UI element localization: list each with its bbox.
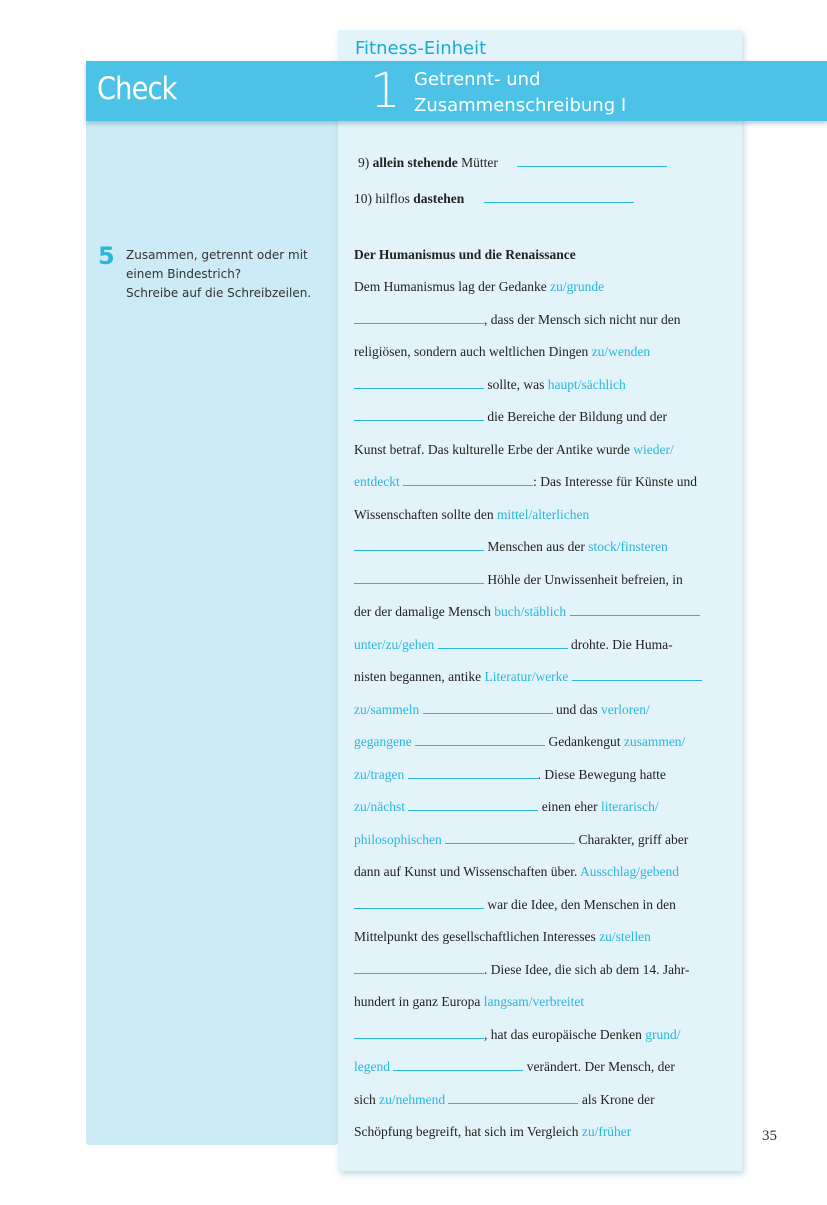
word-hint: Ausschlag/gebend [580,864,680,879]
answer-blank[interactable] [448,1089,578,1104]
word-hint: verloren/ [600,701,650,717]
header-band [86,61,827,121]
text-segment: : Das Interesse für Künste und [533,474,697,489]
answer-blank[interactable] [354,894,484,909]
task-number: 5 [98,242,115,270]
text-segment: religiösen, sondern auch weltlichen Dingen [354,344,592,359]
item-rest: Mütter [461,155,498,170]
text-segment: die Bereiche der Bildung und der [484,409,667,424]
answer-blank[interactable] [408,796,538,811]
text-line [354,634,734,667]
text-segment: hundert in ganz Europa [354,994,484,1009]
word-hint: zu/nehmend [379,1091,446,1107]
task-text-line-2: einem Bindestrich? [126,267,242,281]
task-text-line-1: Zusammen, getrennt oder mit [126,248,308,262]
text-segment: nisten begannen, antike [354,669,485,684]
word-hint: grund/ [645,1026,681,1042]
word-hint: zu/früher [581,1124,632,1139]
text-line [354,1056,734,1089]
text-segment: einen eher [538,799,601,814]
text-segment: . Diese Bewegung hatte [537,766,666,782]
unit-title-line-1: Getrennt- und [414,69,541,90]
answer-blank[interactable] [484,188,634,203]
text-line [354,406,734,439]
word-hint: gegangene [354,734,412,749]
word-hint: Literatur/werke [484,669,569,684]
word-hint: zu/wenden [591,344,651,359]
item-number: 9) [358,155,370,170]
answer-blank[interactable] [403,471,533,486]
word-hint: langsam/verbreitet [483,994,585,1009]
answer-blank[interactable] [354,536,484,551]
word-hint: entdeckt [354,474,400,489]
text-segment: Kunst betraf. Das kulturelle Erbe der Antike wurde [354,441,634,457]
text-segment: drohte. Die Huma- [567,636,673,652]
text-segment: Charakter, griff aber [575,831,689,847]
answer-blank[interactable] [415,731,545,746]
text-line [354,601,734,634]
answer-blank[interactable] [572,666,702,681]
word-hint: wieder/ [633,441,674,457]
text-segment: Mittelpunkt des gesellschaftlichen Interesses [354,929,600,944]
word-hint: zu/stellen [599,929,651,944]
word-hint: zu/grunde [550,279,605,294]
item-bold-phrase: dastehen [413,191,465,206]
word-hint: haupt/sächlich [547,376,626,392]
word-hint: literarisch/ [600,799,659,814]
unit-number: 1 [370,63,401,119]
text-line [354,699,734,732]
text-segment: war die Idee, den Menschen in den [484,896,676,912]
text-line [354,1121,734,1154]
text-segment: der der damalige Mensch [354,604,495,619]
text-segment: , hat das europäische Denken [484,1026,646,1042]
exercise-content [354,152,734,1154]
word-hint: stock/finsteren [588,539,668,554]
page-number: 35 [762,1128,777,1144]
text-line [354,1024,734,1057]
task-text [126,246,336,303]
answer-blank[interactable] [354,959,484,974]
text-line [354,439,734,472]
answer-blank[interactable] [423,699,553,714]
word-hint: mittel/alterlichen [497,506,590,522]
item-bold-phrase: allein stehende [372,155,458,170]
item-pre: hilflos [375,191,410,206]
text-line [354,1089,734,1122]
text-line [354,569,734,602]
text-segment: Dem Humanismus lag der Gedanke [354,279,551,294]
text-line [354,471,734,504]
text-line [354,536,734,569]
answer-blank[interactable] [517,152,667,167]
answer-blank[interactable] [354,406,484,421]
text-title: Der Humanismus und die Renaissance [354,247,576,262]
text-line [354,309,734,342]
cloze-text [354,276,734,1154]
answer-blank[interactable] [354,1024,484,1039]
answer-blank[interactable] [393,1056,523,1071]
text-line [354,829,734,862]
text-line [354,764,734,797]
answer-blank[interactable] [354,569,484,584]
answer-blank[interactable] [354,309,484,324]
text-segment: und das [552,701,601,717]
answer-blank[interactable] [438,634,568,649]
item-number: 10) [354,191,372,206]
word-hint: zusammen/ [623,734,686,749]
text-segment: Wissenschaften sollte den [354,506,498,522]
check-badge: Check [97,71,177,107]
text-segment: verändert. Der Mensch, der [523,1059,675,1074]
text-segment: Gedankengut [545,734,624,749]
text-segment: als Krone der [578,1091,655,1107]
text-segment: Schöpfung begreift, hat sich im Vergleich [354,1124,582,1139]
text-segment: . Diese Idee, die sich ab dem 14. Jahr- [484,961,690,977]
text-line [354,796,734,829]
text-line [354,666,734,699]
text-segment: sich [354,1091,380,1107]
answer-blank[interactable] [570,601,700,616]
text-segment: sollte, was [484,376,548,392]
text-line [354,374,734,407]
text-segment: , dass der Mensch sich nicht nur den [484,311,681,327]
word-hint: buch/stäblich [494,604,567,619]
text-line [354,276,734,309]
text-segment: Höhle der Unwissenheit befreien, in [484,571,683,587]
word-hint: zu/tragen [354,766,405,782]
task-text-line-3: Schreibe auf die Schreibzeilen. [126,286,312,300]
text-line [354,926,734,959]
word-hint: unter/zu/gehen [354,636,435,652]
text-line [354,341,734,374]
answer-blank[interactable] [408,764,538,779]
text-line [354,991,734,1024]
unit-title-line-2: Zusammenschreibung I [414,95,627,116]
text-line [354,504,734,537]
exercise-item-10 [354,188,734,224]
text-line [354,731,734,764]
answer-blank[interactable] [445,829,575,844]
text-line [354,861,734,894]
unit-title [414,67,626,119]
answer-blank[interactable] [354,374,484,389]
text-segment: dann auf Kunst und Wissenschaften über. [354,864,581,879]
text-line [354,959,734,992]
word-hint: philosophischen [354,831,442,847]
text-segment: Menschen aus der [484,539,589,554]
word-hint: zu/sammeln [354,701,420,717]
text-line [354,894,734,927]
word-hint: legend [354,1059,390,1074]
word-hint: zu/nächst [354,799,405,814]
fitness-unit-label: Fitness-Einheit [355,38,487,59]
exercise-item-9 [354,152,734,188]
